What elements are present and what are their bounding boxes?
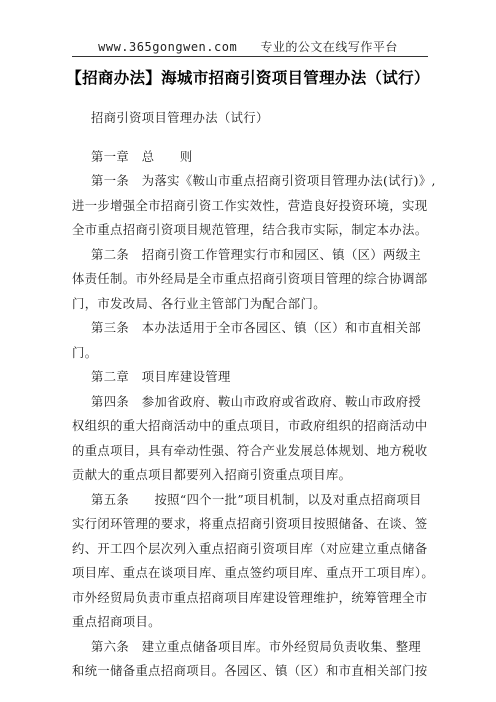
article-line: 第一条 为落实《鞍山市重点招商引资项目管理办法(试行)》, [91, 174, 436, 188]
article-line: 贡献大的重点项目都要列入招商引资重点项目库。 [72, 468, 352, 482]
article-line: 门。 [72, 345, 98, 360]
header-divider [72, 56, 428, 57]
document-subtitle: 招商引资项目管理办法（试行） [91, 111, 269, 125]
article-line: 第三条 本办法适用于全市各园区、镇（区）和市直相关部 [91, 321, 422, 335]
site-tagline: 专业的公文在线写作平台 [260, 40, 398, 54]
article-line: 体责任制。市外经局是全市重点招商引资项目管理的综合协调部 [72, 272, 428, 286]
article-line: 全市重点招商引资项目规范管理，结合我市实际，制定本办法。 [72, 223, 428, 237]
article-4 [72, 390, 428, 488]
article-line: 第五条 按照“四个一批”项目机制，以及对重点招商项目 [91, 492, 422, 507]
article-line: 实行闭环管理的要求，将重点招商引资项目按照储备、在谈、签 [72, 517, 428, 531]
article-line: 第四条 参加省政府、鞍山市政府或省政府、鞍山市政府授 [91, 394, 422, 409]
article-line: 门，市发改局、各行业主管部门为配合部门。 [72, 296, 326, 311]
document-title: 【招商办法】海城市招商引资项目管理办法（试行） [66, 69, 430, 87]
site-url: www.365gongwen.com [98, 40, 238, 54]
chapter-heading-1: 第一章 总 则 [91, 149, 193, 164]
site-header [0, 38, 496, 55]
article-6 [72, 635, 428, 684]
document-body [72, 106, 436, 684]
article-1 [72, 169, 436, 243]
article-line: 约、开工四个层次列入重点招商引资项目库（对应建立重点储备 [72, 541, 428, 556]
article-line: 权组织的重大招商活动中的重点项目，市政府组织的招商活动中 [72, 419, 428, 433]
article-line: 市外经贸局负责市重点招商项目库建设管理维护，统筹管理全市 [72, 590, 428, 605]
article-line: 项目库、重点在谈项目库、重点签约项目库、重点开工项目库）。 [72, 566, 435, 580]
article-2 [72, 243, 428, 317]
article-line: 第六条 建立重点储备项目库。市外经贸局负责收集、整理 [91, 639, 422, 654]
chapter-heading-2: 第二章 项目库建设管理 [91, 370, 231, 384]
article-line: 和统一储备重点招商项目。各园区、镇（区）和市直相关部门按 [72, 664, 428, 678]
article-line: 的重点项目，具有牵动性强、符合产业发展总体规划、地方税收 [72, 443, 428, 458]
article-line: 第二条 招商引资工作管理实行市和园区、镇（区）两级主 [91, 247, 422, 262]
article-line: 进一步增强全市招商引资工作实效性，营造良好投资环境，实现 [72, 198, 428, 213]
article-5 [72, 488, 435, 635]
article-3 [72, 316, 428, 365]
article-line: 重点招商项目。 [72, 615, 161, 629]
